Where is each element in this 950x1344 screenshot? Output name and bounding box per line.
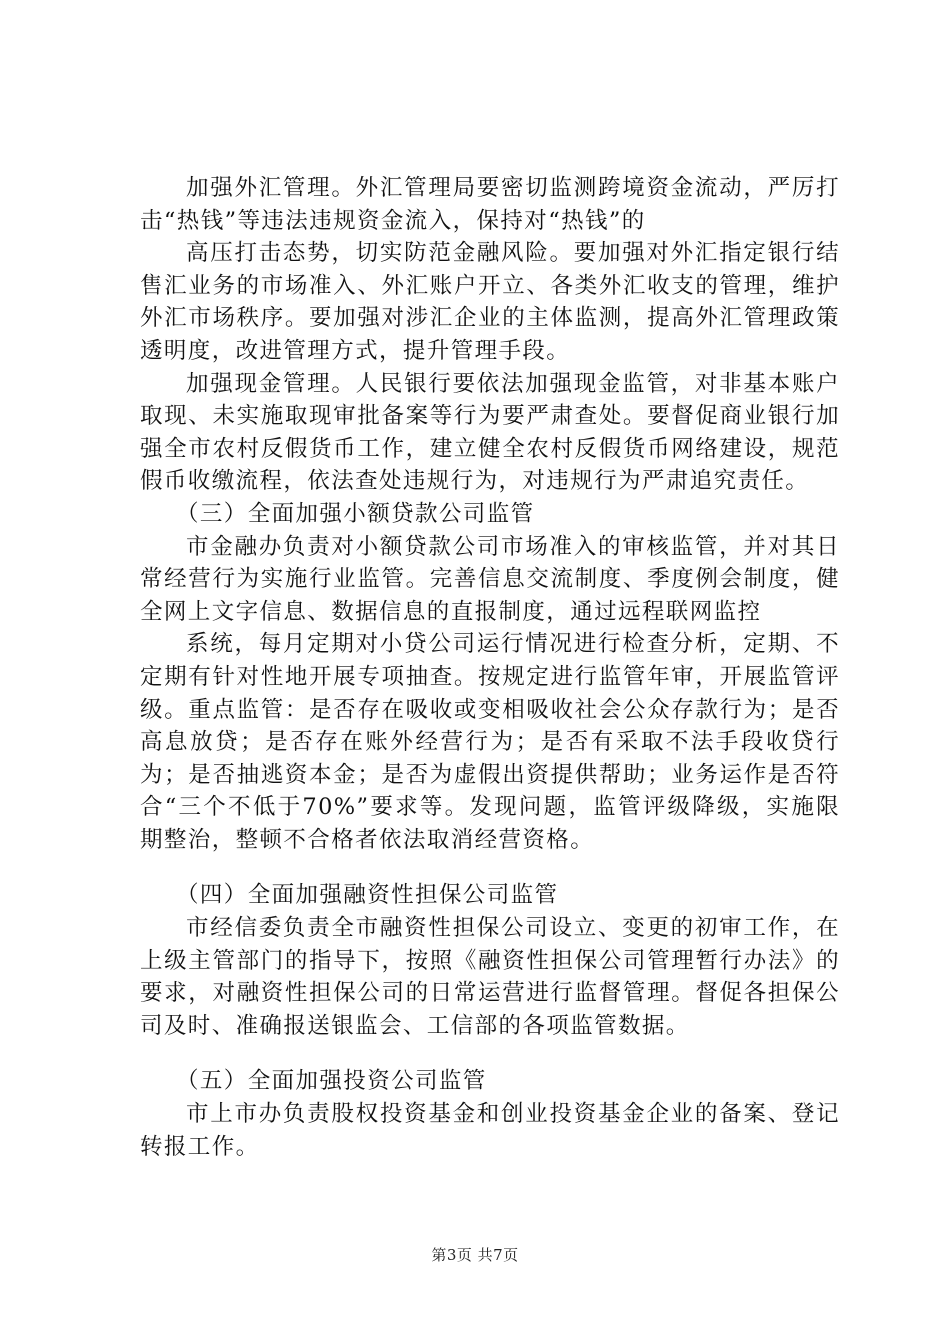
- document-body: [140, 172, 840, 1163]
- section-heading-4: （四）全面加强融资性担保公司监管: [176, 882, 559, 909]
- paragraph-investment: 市上市办负责股权投资基金和创业投资基金企业的备案、登记转报工作。: [140, 1101, 840, 1160]
- section-heading-5: （五）全面加强投资公司监管: [176, 1068, 487, 1095]
- section-heading-3: （三）全面加强小额贷款公司监管: [176, 500, 535, 527]
- paragraph-forex-continued: 高压打击态势，切实防范金融风险。要加强对外汇指定银行结售汇业务的市场准入、外汇账户开立、各类外汇收支的管理，维护外汇市场秩序。要加强对涉汇企业的主体监测，提高外汇管理政策透明度，改进管理方式，提升管理手段。: [140, 240, 840, 364]
- paragraph-microloan-2: 系统，每月定期对小贷公司运行情况进行检查分析，定期、不定期有针对性地开展专项抽查。按规定进行监管年审，开展监管评级。重点监管：是否存在吸收或变相吸收社会公众存款行为；是否高息放贷；是否存在账外经营行为；是否有采取不法手段收贷行为；是否抽逃资本金；是否为虚假出资提供帮助；业务运作是否符合“三个不低于70%”要求等。发现问题，监管评级降级，实施限期整治，整顿不合格者依法取消经营资格。: [140, 631, 840, 853]
- paragraph-guarantee: 市经信委负责全市融资性担保公司设立、变更的初审工作，在上级主管部门的指导下，按照《融资性担保公司管理暂行办法》的要求，对融资性担保公司的日常运营进行监督管理。督促各担保公司及时、准确报送银监会、工信部的各项监管数据。: [140, 915, 840, 1039]
- page-number-footer: 第3页 共7页: [431, 1246, 519, 1264]
- paragraph-cash-management: 加强现金管理。人民银行要依法加强现金监管，对非基本账户取现、未实施取现审批备案等行为要严肃查处。要督促商业银行加强全市农村反假货币工作，建立健全农村反假货币网络建设，规范假币收缴流程，依法查处违规行为，对违规行为严肃追究责任。: [140, 370, 840, 495]
- paragraph-forex-management: 加强外汇管理。外汇管理局要密切监测跨境资金流动，严厉打击“热钱”等违法违规资金流入，保持对“热钱”的: [140, 175, 840, 234]
- paragraph-microloan-1: 市金融办负责对小额贷款公司市场准入的审核监管，并对其日常经营行为实施行业监管。完善信息交流制度、季度例会制度，健全网上文字信息、数据信息的直报制度，通过远程联网监控: [140, 533, 840, 625]
